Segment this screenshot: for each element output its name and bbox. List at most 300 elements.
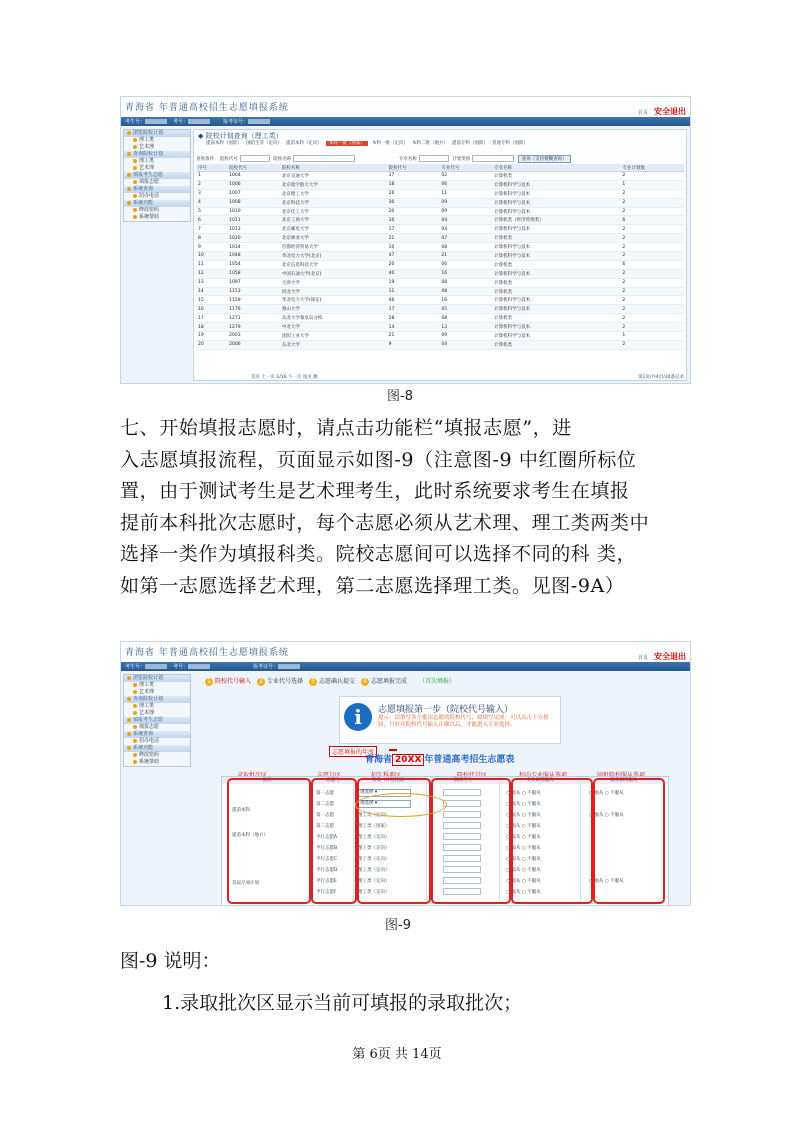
folder-icon bbox=[127, 676, 131, 680]
sidebar-menu bbox=[123, 129, 191, 222]
bullet-icon bbox=[133, 145, 137, 149]
sidebar-group bbox=[124, 696, 190, 703]
paragraph-line: 如第一志愿选择艺术理，第二志愿选择理工类。见图-9A） bbox=[120, 574, 625, 597]
table-cell: 2 bbox=[620, 234, 684, 243]
table-cell: 1004 bbox=[227, 172, 280, 181]
table-cell: 北京理工大学 bbox=[280, 189, 387, 198]
table-cell: 19 bbox=[387, 278, 440, 287]
table-row bbox=[196, 225, 684, 234]
table-cell: 计算机科学与技术 bbox=[492, 198, 620, 207]
table-cell: 计算机科学与技术 bbox=[492, 296, 620, 305]
major-obey-radio[interactable]: ○ 服从 ○ 不服从 bbox=[506, 791, 541, 796]
table-cell: 计算机科学与技术 bbox=[492, 180, 620, 189]
table-cell: 1176 bbox=[227, 305, 280, 314]
table-cell: 10 bbox=[387, 216, 440, 225]
table-cell: 华北电力大学(北京) bbox=[280, 252, 387, 261]
sidebar-item-label: 理工类 bbox=[139, 703, 155, 709]
volunteer-number: 第一志愿 bbox=[316, 791, 334, 796]
system-title: 青海省 年普通高校招生志愿填报系统 bbox=[125, 648, 289, 658]
user-label: 报考证号： bbox=[223, 119, 249, 125]
sidebar-item[interactable] bbox=[124, 738, 190, 745]
table-cell: 12 bbox=[196, 269, 227, 278]
table-cell: 1279 bbox=[227, 323, 280, 332]
major-obey-radio[interactable]: ○ 服从 ○ 不服从 bbox=[506, 890, 541, 895]
table-cell: 华北电力大学(保定) bbox=[280, 296, 387, 305]
table-cell: 沈阳工业大学 bbox=[280, 332, 387, 341]
table-cell: 09 bbox=[439, 198, 492, 207]
volunteer-number: 第二志愿 bbox=[316, 824, 334, 829]
step-number-icon: 1 bbox=[205, 678, 213, 686]
sidebar-item[interactable] bbox=[124, 682, 190, 689]
table-cell: 1034 bbox=[227, 243, 280, 252]
home-link[interactable]: 首页 bbox=[637, 655, 648, 661]
column-header: 专业名称 bbox=[492, 164, 620, 172]
table-cell: 07 bbox=[439, 234, 492, 243]
table-cell: 北京信息科技大学 bbox=[280, 260, 387, 269]
sidebar-item[interactable] bbox=[124, 710, 190, 717]
volunteer-number: 平行志愿B bbox=[316, 846, 338, 851]
step-item bbox=[257, 678, 303, 685]
table-cell: 计算机科学与技术 bbox=[492, 269, 620, 278]
sidebar-group bbox=[124, 172, 190, 179]
sidebar-item-label: 招办电话 bbox=[139, 193, 160, 199]
home-link[interactable]: 首页 bbox=[637, 110, 648, 116]
sidebar-group bbox=[124, 186, 190, 193]
table-row bbox=[196, 189, 684, 198]
redacted-box bbox=[188, 119, 210, 124]
table-cell: 17 bbox=[387, 305, 440, 314]
table-row bbox=[196, 305, 684, 314]
table-cell: 09 bbox=[439, 207, 492, 216]
table-cell: 04 bbox=[439, 340, 492, 349]
note-item: 1.录取批次区显示当前可填报的录取批次； bbox=[162, 992, 523, 1014]
sidebar-item[interactable] bbox=[124, 165, 190, 172]
bullet-icon bbox=[133, 690, 137, 694]
pager bbox=[121, 373, 690, 381]
table-row bbox=[196, 296, 684, 305]
table-cell: 08 bbox=[439, 314, 492, 323]
table-cell: 2 bbox=[620, 323, 684, 332]
volunteer-number: 平行志愿A bbox=[316, 835, 338, 840]
table-cell: 21 bbox=[387, 234, 440, 243]
tab-batch[interactable]: 本科一批（国家） bbox=[326, 141, 368, 146]
table-cell: 计算机类 bbox=[492, 278, 620, 287]
user-label: 考号： bbox=[173, 119, 189, 125]
batch-tabs bbox=[206, 140, 532, 146]
highlight-box bbox=[511, 778, 593, 904]
table-cell: 5 bbox=[196, 207, 227, 216]
bullet-icon bbox=[133, 683, 137, 687]
table-cell: 计算机类 bbox=[492, 314, 620, 323]
bullet-icon bbox=[133, 194, 137, 198]
column-header: 序号 bbox=[196, 164, 227, 172]
bullet-icon bbox=[133, 159, 137, 163]
table-cell: 21 bbox=[387, 332, 440, 341]
system-header bbox=[121, 97, 690, 119]
batch-name: 提前本科 bbox=[232, 808, 250, 813]
table-row bbox=[196, 234, 684, 243]
table-cell: 17 bbox=[196, 314, 227, 323]
sidebar-item-label: 系统帮助 bbox=[139, 759, 160, 765]
bullet-icon bbox=[133, 704, 137, 708]
sidebar-item-label: 理工类 bbox=[139, 682, 155, 688]
school-name-input[interactable] bbox=[293, 155, 355, 162]
table-cell: 4 bbox=[196, 198, 227, 207]
table-cell: 2 bbox=[620, 252, 684, 261]
page-title: ◆ 院校计划查询（理工类） bbox=[198, 132, 283, 140]
sidebar-group bbox=[124, 200, 190, 207]
sidebar-item-label: 招办电话 bbox=[139, 738, 160, 744]
instruction-paragraph bbox=[120, 413, 680, 602]
school-obey-radio[interactable]: ○ 服从 ○ 不服从 bbox=[589, 813, 624, 818]
safe-exit-link[interactable]: 安全退出 bbox=[654, 107, 686, 116]
table-cell: 06 bbox=[439, 260, 492, 269]
table-cell: 2 bbox=[620, 269, 684, 278]
table-cell: 计算机类 bbox=[492, 172, 620, 181]
table-cell: 2 bbox=[620, 305, 684, 314]
sidebar-item-label: 系统功能 bbox=[133, 745, 154, 751]
table-cell: 2003 bbox=[227, 332, 280, 341]
school-code-column: 院校代号 bbox=[427, 777, 500, 905]
table-cell: 20 bbox=[387, 260, 440, 269]
safe-exit-link[interactable]: 安全退出 bbox=[654, 652, 686, 661]
table-cell: 1006 bbox=[227, 180, 280, 189]
step-item bbox=[309, 678, 355, 685]
sidebar-item-label: 浏览院校计划 bbox=[133, 675, 164, 681]
table-cell: 北京林业大学 bbox=[280, 234, 387, 243]
batch-name: 首届专项计划 bbox=[232, 881, 259, 886]
table-row bbox=[196, 287, 684, 296]
category-value: 理工类（定向） bbox=[358, 890, 390, 895]
sidebar-group bbox=[124, 731, 190, 738]
volunteer-number: 第一志愿 bbox=[316, 813, 334, 818]
table-row bbox=[196, 216, 684, 225]
paragraph-line: 提前本科批次志愿时，每个志愿必须从艺术理、理工类两类中 bbox=[120, 511, 650, 534]
table-cell: 北京化工大学 bbox=[280, 207, 387, 216]
table-cell: 计算机类 bbox=[492, 260, 620, 269]
table-cell: 28 bbox=[387, 314, 440, 323]
category-value: 理工类（定向） bbox=[358, 879, 390, 884]
step-label: 专业代号选择 bbox=[267, 678, 304, 685]
bullet-icon bbox=[133, 739, 137, 743]
table-cell: 1007 bbox=[227, 189, 280, 198]
table-cell: 6 bbox=[196, 216, 227, 225]
table-row bbox=[196, 269, 684, 278]
table-cell: 计算机科学与技术 bbox=[492, 305, 620, 314]
category-value: 理工类（定向） bbox=[358, 868, 390, 873]
system-header bbox=[121, 642, 690, 664]
major-obey-radio[interactable]: ○ 服从 ○ 不服从 bbox=[506, 846, 541, 851]
table-row bbox=[196, 180, 684, 189]
sidebar-group bbox=[124, 130, 190, 137]
sidebar-item-label: 艺术理 bbox=[139, 710, 155, 716]
tab-batch[interactable]: 本科二批（地方） bbox=[412, 141, 448, 146]
table-row bbox=[196, 172, 684, 181]
category-value: 理工类（定向） bbox=[358, 857, 390, 862]
highlight-box bbox=[227, 778, 311, 904]
sidebar-group bbox=[124, 745, 190, 752]
sidebar-item-label: 艺术理 bbox=[139, 689, 155, 695]
table-row bbox=[196, 207, 684, 216]
column-header: 专业代号 bbox=[439, 164, 492, 172]
sidebar-item[interactable] bbox=[124, 689, 190, 696]
table-cell: 02 bbox=[439, 172, 492, 181]
major-obey-radio[interactable]: ○ 服从 ○ 不服从 bbox=[506, 824, 541, 829]
tab-batch[interactable]: 提前本科（国防） bbox=[206, 141, 242, 146]
column-header: 院校名称 bbox=[280, 164, 387, 172]
sidebar-item-label: 系统功能 bbox=[133, 200, 154, 206]
table-cell: 7 bbox=[196, 225, 227, 234]
table-cell: 19 bbox=[196, 332, 227, 341]
sidebar-item[interactable] bbox=[124, 158, 190, 165]
query-button[interactable]: 查询（支持模糊查询） bbox=[518, 155, 571, 163]
bullet-icon bbox=[133, 138, 137, 142]
table-cell: 东北大学 bbox=[280, 340, 387, 349]
year-label: 志愿填报的年度 bbox=[329, 746, 377, 757]
highlight-box bbox=[431, 778, 511, 904]
figure-8-screenshot bbox=[120, 96, 691, 384]
table-cell: 北京科技大学 bbox=[280, 198, 387, 207]
user-label: 考生号： bbox=[125, 664, 146, 670]
major-obey-radio[interactable]: ○ 服从 ○ 不服从 bbox=[506, 835, 541, 840]
category-select[interactable]: 请选择 ▾ bbox=[358, 800, 411, 808]
highlight-box bbox=[311, 778, 357, 904]
folder-icon bbox=[127, 131, 131, 135]
user-label: 报考证号： bbox=[253, 664, 279, 670]
table-cell: 1097 bbox=[227, 278, 280, 287]
table-cell: 1011 bbox=[227, 216, 280, 225]
redacted-box bbox=[145, 664, 167, 669]
school-obey-radio[interactable]: ○ 服从 ○ 不服从 bbox=[589, 879, 624, 884]
table-cell: 1010 bbox=[227, 207, 280, 216]
tab-batch[interactable]: 普通专科（国防） bbox=[492, 141, 528, 146]
table-cell: 天津大学 bbox=[280, 278, 387, 287]
volunteer-number: 平行志愿E bbox=[316, 879, 337, 884]
sidebar-item[interactable] bbox=[124, 207, 190, 214]
sidebar-item[interactable] bbox=[124, 144, 190, 151]
bullet-icon bbox=[133, 180, 137, 184]
table-cell: 计算机类 bbox=[492, 340, 620, 349]
school-obey-radio[interactable]: ○ 服从 ○ 不服从 bbox=[589, 791, 624, 796]
table-cell: 计算机类 bbox=[492, 234, 620, 243]
folder-icon bbox=[127, 201, 131, 205]
table-cell: 16 bbox=[439, 296, 492, 305]
tab-batch[interactable]: 提前专科（国防） bbox=[452, 141, 488, 146]
paragraph-line: 入志愿填报流程，页面显示如图-9（注意图-9 中红圈所标位 bbox=[120, 448, 637, 471]
table-cell: 北京工商大学 bbox=[280, 216, 387, 225]
major-obey-radio[interactable]: ○ 服从 ○ 不服从 bbox=[506, 868, 541, 873]
sidebar-group bbox=[124, 151, 190, 158]
table-cell: 11 bbox=[439, 189, 492, 198]
table-cell: 1 bbox=[620, 180, 684, 189]
table-cell: 1058 bbox=[227, 269, 280, 278]
table-cell: 中北大学 bbox=[280, 323, 387, 332]
sidebar-item-label: 填报志愿 bbox=[139, 724, 160, 730]
major-obey-radio[interactable]: ○ 服从 ○ 不服从 bbox=[506, 802, 541, 807]
user-label: 考号： bbox=[173, 664, 189, 670]
batch-name: 提前本科（地方） bbox=[232, 833, 268, 838]
table-cell: 1159 bbox=[227, 296, 280, 305]
step-item bbox=[361, 678, 407, 685]
notes-heading: 图-9 说明： bbox=[120, 950, 221, 972]
table-cell: 04 bbox=[439, 216, 492, 225]
sidebar-item-label: 浏览院校计划 bbox=[133, 130, 164, 136]
highlight-circle bbox=[355, 793, 447, 817]
pager-links[interactable]: 首页 上一页 1/16 下一页 尾页 跳 bbox=[251, 375, 318, 380]
table-cell: 30 bbox=[387, 198, 440, 207]
table-cell: 2 bbox=[620, 189, 684, 198]
table-cell: 17 bbox=[387, 172, 440, 181]
tab-batch[interactable]: 国防生等（定向） bbox=[246, 141, 282, 146]
folder-icon bbox=[127, 173, 131, 177]
major-name-input[interactable] bbox=[419, 155, 449, 162]
folder-icon bbox=[127, 697, 131, 701]
bullet-icon bbox=[133, 760, 137, 764]
table-cell: 15 bbox=[196, 296, 227, 305]
sidebar-menu bbox=[123, 674, 191, 767]
table-cell: 40 bbox=[387, 269, 440, 278]
volunteer-column: 志愿号 第一志愿 第二志愿 第一志愿 第二志愿 平行志愿A 平行志愿B 平行志愿C 平行志愿D 平行志愿E 平行志愿F bbox=[313, 777, 354, 905]
sidebar-item[interactable] bbox=[124, 179, 190, 186]
table-cell: 计算机科学与技术 bbox=[492, 207, 620, 216]
table-row bbox=[196, 198, 684, 207]
table-cell: 08 bbox=[439, 243, 492, 252]
sidebar-item[interactable] bbox=[124, 724, 190, 731]
tab-batch[interactable]: 本科一批（定向） bbox=[372, 141, 408, 146]
search-row: 查询条件： 院校代号 院校名称 专业名称 计划类别 查询（支持模糊查询） bbox=[196, 155, 571, 163]
volunteer-number: 平行志愿C bbox=[316, 857, 338, 862]
figure-9-caption: 图-9 bbox=[385, 918, 411, 933]
table-cell: 09 bbox=[439, 332, 492, 341]
table-cell: 18 bbox=[196, 323, 227, 332]
major-obey-column: 专业调剂服从 ○ 服从 ○ 不服从 ○ 服从 ○ 不服从 ○ 服从 ○ 不服从 ○ 服从 ○ 不服从 ○ 服从 ○ 不服从 ○ 服从 ○ 不服从 ○ 服从 ○ 不服从 ○ 服从 ○ 不服从 ○ 服从 ○ 不服从 ○ 服从 ○ 不服从 bbox=[500, 777, 581, 905]
sidebar-item-label: 艺术理 bbox=[139, 165, 155, 171]
step-item bbox=[205, 678, 251, 685]
major-obey-radio[interactable]: ○ 服从 ○ 不服从 bbox=[506, 857, 541, 862]
sidebar-item-label: 理工类 bbox=[139, 158, 155, 164]
sidebar-item[interactable] bbox=[124, 703, 190, 710]
major-obey-radio[interactable]: ○ 服从 ○ 不服从 bbox=[506, 879, 541, 884]
sidebar-item-label: 修改密码 bbox=[139, 207, 160, 213]
plan-type-select[interactable] bbox=[472, 155, 514, 162]
table-cell: 18 bbox=[387, 180, 440, 189]
bullet-icon bbox=[133, 711, 137, 715]
tab-batch[interactable]: 提前本科（定向） bbox=[286, 141, 322, 146]
table-cell: 21 bbox=[439, 252, 492, 261]
major-obey-radio[interactable]: ○ 服从 ○ 不服从 bbox=[506, 813, 541, 818]
table-cell: 1008 bbox=[227, 198, 280, 207]
table-cell: 首都经济贸易大学 bbox=[280, 243, 387, 252]
table-cell: 北京交通大学 bbox=[280, 172, 387, 181]
info-text: 提示：请填写各个批次志愿的院校代号，如填写完成，可以点击下方按钮，只有在院校代号输入正确以后，才能进入专业选择。 bbox=[378, 715, 549, 728]
table-cell: 04 bbox=[439, 225, 492, 234]
table-cell: 11 bbox=[196, 260, 227, 269]
table-cell: 计算机科学与技术 bbox=[492, 332, 620, 341]
sidebar-item[interactable] bbox=[124, 214, 190, 221]
paragraph-line: 置，由于测试考生是艺术理考生，此时系统要求考生在填报 bbox=[120, 480, 630, 502]
table-cell: 3 bbox=[196, 189, 227, 198]
folder-icon bbox=[127, 152, 131, 156]
plan-query-panel bbox=[193, 129, 687, 381]
first-fill-label: （首次填报） bbox=[419, 678, 456, 685]
table-cell: 计算机科学与技术 bbox=[492, 323, 620, 332]
table-row bbox=[196, 252, 684, 261]
category-value: 理工类（定向） bbox=[358, 813, 390, 818]
sidebar-item[interactable] bbox=[124, 193, 190, 200]
table-cell: 计算机科学与技术 bbox=[492, 189, 620, 198]
table-cell: 计算机科学与技术 bbox=[492, 225, 620, 234]
category-column: 科类（计划性质） 请选择 ▾ 请选择 ▾ 理工类（定向） 理工类（国家） 理工类（定向） 理工类（定向） 理工类（定向） 理工类（定向） 理工类（定向） 理工类（定向） bbox=[354, 777, 427, 905]
sidebar-item[interactable] bbox=[124, 759, 190, 766]
table-row bbox=[196, 332, 684, 341]
paragraph-line: 选择一类作为填报科类。院校志愿间可以选择不同的科 类， bbox=[120, 543, 637, 565]
step-label: 志愿确认提交 bbox=[319, 678, 356, 685]
step-label: 院校代号输入 bbox=[215, 678, 252, 685]
table-cell: 06 bbox=[439, 180, 492, 189]
table-cell: 计算机类（经济管理类） bbox=[492, 216, 620, 225]
highlight-box bbox=[593, 778, 665, 904]
table-row bbox=[196, 243, 684, 252]
table-cell: 2 bbox=[620, 287, 684, 296]
user-info-bar bbox=[121, 117, 690, 126]
table-cell: 9 bbox=[387, 340, 440, 349]
category-select[interactable]: 请选择 ▾ bbox=[358, 789, 411, 797]
table-cell: 16 bbox=[196, 305, 227, 314]
table-cell: 6 bbox=[620, 260, 684, 269]
figure-9-screenshot bbox=[120, 641, 691, 906]
bullet-icon bbox=[133, 166, 137, 170]
plan-table bbox=[196, 164, 684, 350]
sidebar-item-label: 理工类 bbox=[139, 137, 155, 143]
step-indicator bbox=[205, 676, 455, 686]
redacted-box bbox=[278, 664, 300, 669]
sidebar-group bbox=[124, 675, 190, 682]
table-cell: 2 bbox=[196, 180, 227, 189]
sidebar-item[interactable] bbox=[124, 137, 190, 144]
sidebar-item-label: 系统查询 bbox=[133, 186, 154, 192]
sidebar-item-label: 系统帮助 bbox=[139, 214, 160, 220]
table-cell: 16 bbox=[439, 269, 492, 278]
school-obey-column: 院校调剂服从 ○ 服从 ○ 不服从 ○ 服从 ○ 不服从 ○ 服从 ○ 不服从 bbox=[581, 777, 667, 905]
table-cell: 10 bbox=[387, 243, 440, 252]
table-cell: 2 bbox=[620, 207, 684, 216]
bullet-icon bbox=[133, 215, 137, 219]
sidebar-item[interactable] bbox=[124, 752, 190, 759]
table-cell: 东北大学秦皇岛分校 bbox=[280, 314, 387, 323]
table-cell: 17 bbox=[387, 225, 440, 234]
user-label: 考生号： bbox=[125, 119, 146, 125]
folder-icon bbox=[127, 732, 131, 736]
table-row bbox=[196, 278, 684, 287]
sidebar-item-label: 艺术理 bbox=[139, 144, 155, 150]
table-cell: 14 bbox=[196, 287, 227, 296]
category-value: 理工类（定向） bbox=[358, 835, 390, 840]
school-code-input[interactable] bbox=[240, 155, 270, 162]
table-cell: 2 bbox=[620, 340, 684, 349]
table-cell: 1 bbox=[620, 332, 684, 341]
table-cell: 8 bbox=[196, 234, 227, 243]
table-cell: 1020 bbox=[227, 234, 280, 243]
form-title: 青海省 20XX 年普通高考招生志愿表 bbox=[365, 755, 515, 765]
page-footer: 第 6页 共 14页 bbox=[352, 1047, 442, 1062]
table-cell: 20 bbox=[387, 207, 440, 216]
info-title: 志愿填报第一步（院校代号输入） bbox=[378, 705, 514, 715]
step-number-icon: 4 bbox=[361, 678, 369, 686]
table-cell: 08 bbox=[439, 287, 492, 296]
column-header: 院校代号 bbox=[387, 164, 440, 172]
table-cell: 1013 bbox=[227, 225, 280, 234]
info-icon: i bbox=[344, 703, 372, 731]
